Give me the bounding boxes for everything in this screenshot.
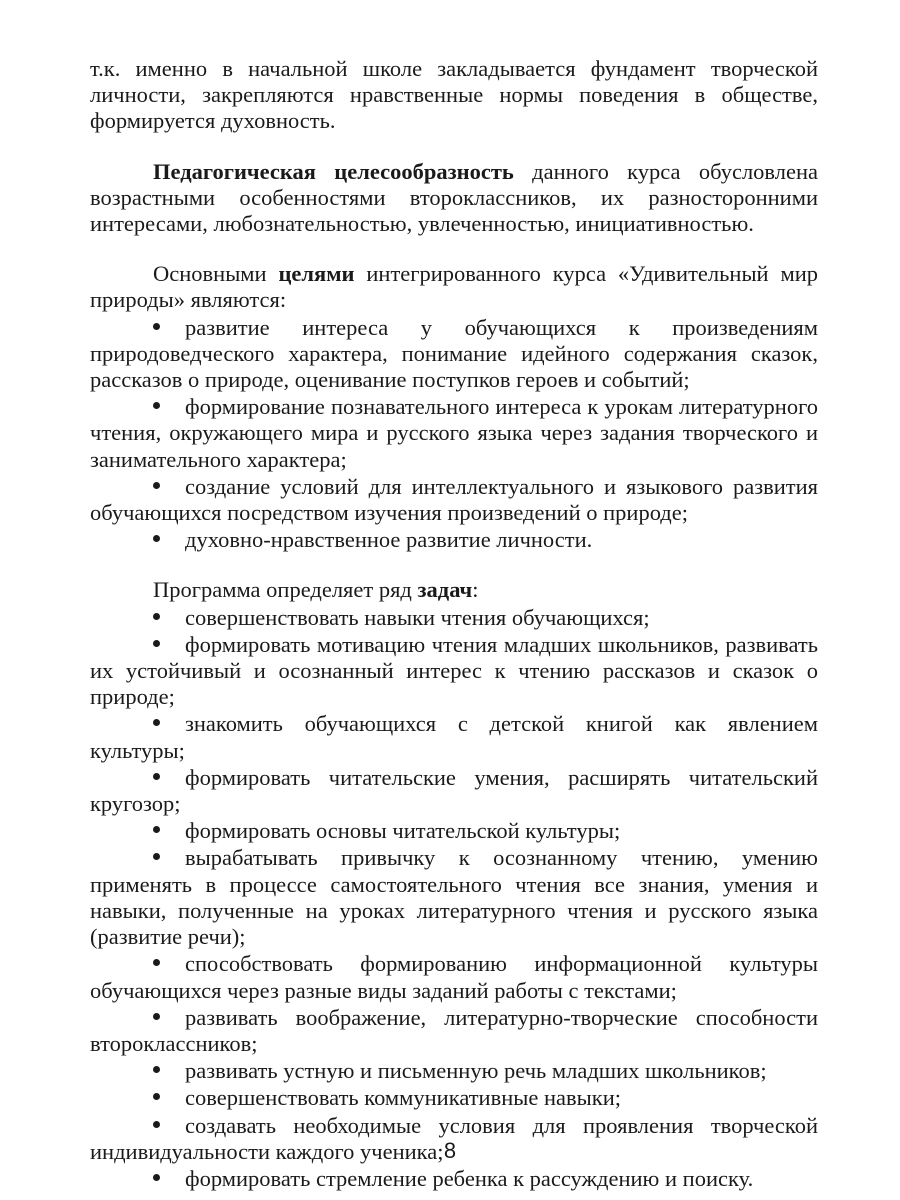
list-item-text: формировать мотивацию чтения младших школьников, развивать их устойчивый и осознанный интерес к чтению рассказов и сказок о природе; bbox=[90, 631, 818, 710]
bullet-icon bbox=[153, 1121, 160, 1128]
list-item-text: вырабатывать привычку к осознанному чтению, умению применять в процессе самостоятельного чтения все знания, умения и навыки, полученные на уроках литературного чтения и русского языка (развитие речи); bbox=[90, 845, 818, 950]
page-number: 8 bbox=[443, 1138, 457, 1163]
list-item bbox=[90, 1057, 818, 1084]
bullet-icon bbox=[153, 1066, 160, 1073]
bullet-icon bbox=[153, 1013, 160, 1020]
goals-intro bbox=[90, 261, 818, 313]
list-item bbox=[90, 844, 818, 950]
page-content bbox=[90, 56, 818, 1192]
goals-lead-tail: интегрированного курса «Удивительный мир природы» являются: bbox=[90, 261, 818, 313]
list-item bbox=[90, 764, 818, 817]
bullet-icon bbox=[153, 719, 160, 726]
goals-list bbox=[90, 314, 818, 554]
list-item-text: знакомить обучающихся с детской книгой как явлением культуры; bbox=[90, 711, 818, 763]
expediency-text: данного курса обусловлена возрастными особенностями второклассников, их разносторонними интересами, любознательностью, увлеченностью, инициативностью. bbox=[90, 158, 819, 237]
list-item bbox=[90, 710, 818, 763]
expediency-term: Педагогическая целесообразность bbox=[153, 158, 514, 184]
list-item bbox=[90, 604, 818, 631]
goals-term: целями bbox=[278, 261, 355, 287]
tasks-term: задач bbox=[417, 577, 473, 603]
bullet-icon bbox=[153, 323, 160, 330]
tasks-lead-text: Программа определяет ряд bbox=[153, 577, 418, 603]
list-item-text: создавать необходимые условия для проявления творческой индивидуальности каждого ученика; bbox=[90, 1112, 818, 1164]
bullet-icon bbox=[153, 853, 160, 860]
list-item bbox=[90, 817, 818, 844]
list-item-text: развивать воображение, литературно-творческие способности второклассников; bbox=[90, 1004, 818, 1056]
bullet-icon bbox=[153, 1093, 160, 1100]
intro-paragraph: т.к. именно в начальной школе закладывается фундамент творческой личности, закрепляются нравственные нормы поведения в обществе, формируется духовность. bbox=[90, 56, 818, 134]
bullet-icon bbox=[153, 640, 160, 647]
list-item-text: формировать читательские умения, расширять читательский кругозор; bbox=[90, 764, 818, 817]
bullet-icon bbox=[153, 773, 160, 780]
list-item bbox=[90, 1165, 818, 1192]
bullet-icon bbox=[153, 482, 160, 489]
expediency-paragraph bbox=[90, 159, 818, 238]
list-item-text: способствовать формированию информационной культуры обучающихся через разные виды заданий работы с текстами; bbox=[90, 951, 818, 1003]
list-item bbox=[90, 314, 818, 394]
list-item bbox=[90, 1004, 818, 1057]
list-item bbox=[90, 950, 818, 1003]
list-item-text: совершенствовать коммуникативные навыки; bbox=[185, 1085, 621, 1111]
tasks-lead-tail: : bbox=[472, 577, 479, 603]
list-item-text: формировать основы читательской культуры; bbox=[185, 818, 621, 844]
tasks-intro bbox=[90, 577, 818, 603]
goals-lead-text: Основными bbox=[153, 261, 279, 287]
list-item bbox=[90, 1084, 818, 1111]
tasks-list bbox=[90, 604, 818, 1192]
bullet-icon bbox=[153, 1174, 160, 1181]
list-item bbox=[90, 526, 818, 553]
list-item-text: создание условий для интеллектуального и языкового развития обучающихся посредством изучения произведений о природе; bbox=[90, 473, 818, 526]
list-item-text: формирование познавательного интереса к урокам литературного чтения, окружающего мира и русского языка через задания творческого и занимательного характера; bbox=[90, 394, 818, 472]
bullet-icon bbox=[153, 613, 160, 620]
list-item bbox=[90, 473, 818, 526]
list-item-text: формировать стремление ребенка к рассуждению и поиску. bbox=[185, 1165, 754, 1191]
list-item-text: совершенствовать навыки чтения обучающихся; bbox=[185, 604, 650, 630]
bullet-icon bbox=[153, 826, 160, 833]
list-item bbox=[90, 631, 818, 711]
list-item-text: развивать устную и письменную речь младших школьников; bbox=[185, 1058, 767, 1084]
list-item-text: развитие интереса у обучающихся к произведениям природоведческого характера, понимание идейного содержания сказок, рассказов о природе, оценивание поступков героев и событий; bbox=[90, 314, 818, 393]
bullet-icon bbox=[153, 535, 160, 542]
bullet-icon bbox=[153, 402, 160, 409]
bullet-icon bbox=[153, 959, 160, 966]
list-item bbox=[90, 393, 818, 473]
list-item-text: духовно-нравственное развитие личности. bbox=[185, 527, 593, 553]
